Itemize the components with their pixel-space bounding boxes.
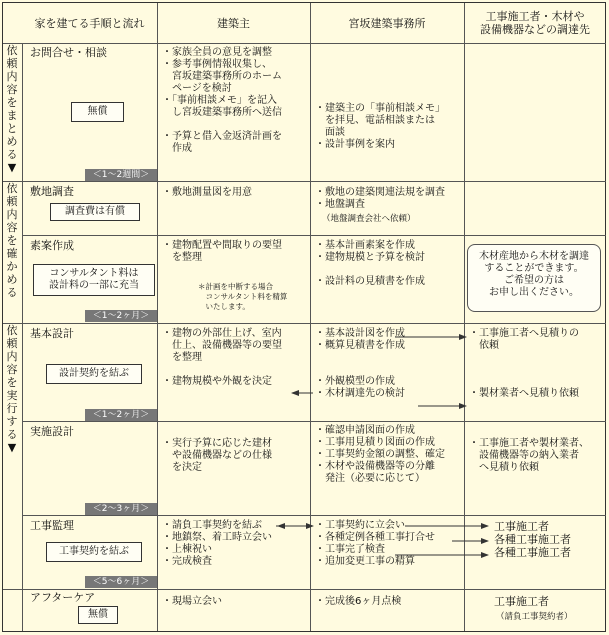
- owner-tasks: ・請負工事契約を結ぶ ・地鎮祭、着工時立会い ・上棟祝い ・完成検査: [162, 520, 272, 567]
- step-title: お問合せ・相談: [30, 46, 107, 59]
- duration-badge: ＜2～3ヶ月＞: [85, 503, 157, 515]
- side-label-char: 行: [6, 402, 18, 415]
- office-tasks: ・敷地の建築関連法規を調査 ・地盤調査: [315, 187, 445, 210]
- office-note: （地盤調査会社へ依頼）: [322, 214, 416, 224]
- step-title: 素案作成: [30, 239, 74, 252]
- step-title: 敷地調査: [30, 185, 74, 198]
- duration-badge: ＜1～2週間＞: [85, 169, 157, 181]
- side-label-char: 内: [6, 350, 18, 363]
- side-label-char: る: [6, 286, 18, 299]
- side-label-char: す: [6, 415, 18, 428]
- owner-tasks: ・実行予算に応じた建材 や設備機器などの仕様 を決定: [162, 438, 272, 473]
- side-label-char: 容: [6, 221, 18, 234]
- step-title: 基本設計: [30, 327, 74, 340]
- supplier-note: （請負工事契約者）: [496, 612, 573, 622]
- owner-tasks: ・現場立会い: [162, 596, 222, 607]
- fee-box: コンサルタント料は 設計料の一部に充当: [33, 264, 155, 296]
- side-label-char: 確: [6, 247, 18, 260]
- supplier-tasks: ・工事施工者や製材業者、 設備機器等の納入業者 へ見積り依頼: [469, 438, 589, 473]
- side-label-char: 依: [6, 44, 18, 57]
- header-owner: 建築主: [217, 16, 250, 30]
- fee-box: 調査費は有償: [50, 203, 140, 221]
- side-label-char: ▼: [7, 441, 17, 454]
- office-tasks: ・工事契約に立会い ・各種定例各種工事打合せ ・工事完了検査 ・追加変更工事の精算: [315, 520, 435, 567]
- side-label-char: 実: [6, 389, 18, 402]
- owner-tasks: ・家族全員の意見を調整 ・参考事例情報収集し、 宮坂建築事務所のホーム ページを検討 ・「事前相談メモ」を記入 し宮坂建築事務所へ送信 ・予算と借入金返済計画を 作成: [162, 47, 282, 154]
- side-label-char: ▼: [7, 161, 17, 174]
- side-label-char: を: [6, 96, 18, 109]
- duration-badge: ＜1～2ヶ月＞: [85, 310, 157, 322]
- supplier-tasks: 工事施工者 各種工事施工者 各種工事施工者: [494, 520, 571, 559]
- side-label-char: を: [6, 234, 18, 247]
- office-tasks: ・確認申請図面の作成 ・工事用見積り図面の作成 ・工事契約金額の調整、確定 ・木材や設備機器等の分離 発注（必要に応じて）: [315, 425, 445, 484]
- step-title: 工事監理: [30, 519, 74, 532]
- office-tasks: ・基本設計図を作成 ・概算見積書を作成 ・外観模型の作成 ・木材調達先の検討: [315, 328, 405, 399]
- side-label-char: 容: [6, 83, 18, 96]
- timber-sourcing-note: 木材産地から木材を調達 することができます。 ご希望の方は お申し出ください。: [467, 244, 601, 312]
- supplier-tasks: ・工事施工者へ見積りの 依頼 ・製材業者へ見積り依頼: [469, 328, 579, 399]
- side-label-char: ま: [6, 109, 18, 122]
- side-label-char: る: [6, 148, 18, 161]
- fee-box: 設計契約を結ぶ: [46, 364, 142, 384]
- side-label-char: 頼: [6, 57, 18, 70]
- side-label-char: め: [6, 273, 18, 286]
- side-label-char: め: [6, 135, 18, 148]
- fee-box: 工事契約を結ぶ: [46, 542, 142, 562]
- side-label-char: 依: [6, 324, 18, 337]
- owner-tasks: ・敷地測量図を用意: [162, 187, 252, 198]
- side-label-char: 内: [6, 70, 18, 83]
- side-label-char: る: [6, 428, 18, 441]
- side-label-char: 頼: [6, 195, 18, 208]
- office-tasks: ・基本計画素案を作成 ・建物規模と予算を検討 ・設計料の見積書を作成: [315, 240, 425, 287]
- side-label-char: 依: [6, 182, 18, 195]
- duration-badge: ＜1～2ヶ月＞: [85, 409, 157, 421]
- office-tasks: ・建築主の「事前相談メモ」 を拝見、電話相談または 面談 ・設計事例を案内: [315, 103, 445, 150]
- supplier-tasks: 工事施工者: [494, 595, 549, 608]
- side-label-char: 頼: [6, 337, 18, 350]
- owner-note: ＊計画を中断する場合 コンサルタント料を精算 いたします。: [198, 282, 288, 311]
- side-label-char: か: [6, 260, 18, 273]
- side-label-char: 容: [6, 363, 18, 376]
- fee-box: 無償: [71, 102, 124, 122]
- office-tasks: ・完成後6ヶ月点検: [315, 596, 402, 607]
- fee-box: 無償: [78, 606, 118, 624]
- owner-tasks: ・建物配置や間取りの要望 を整理: [162, 240, 282, 263]
- step-title: アフターケア: [30, 591, 96, 604]
- step-title: 実施設計: [30, 425, 74, 438]
- owner-tasks: ・建物の外部仕上げ、室内 仕上、設備機器等の要望 を整理 ・建物規模や外観を決定: [162, 328, 282, 387]
- side-label-char: 内: [6, 208, 18, 221]
- header-office: 宮坂建築事務所: [348, 16, 426, 30]
- header-steps: 家を建てる手順と流れ: [34, 16, 145, 30]
- side-label-char: を: [6, 376, 18, 389]
- side-label-char: と: [6, 122, 18, 135]
- duration-badge: ＜5～6ヶ月＞: [85, 576, 157, 588]
- header-suppliers: 工事施工者・木材や 設備機器などの調達先: [480, 10, 590, 36]
